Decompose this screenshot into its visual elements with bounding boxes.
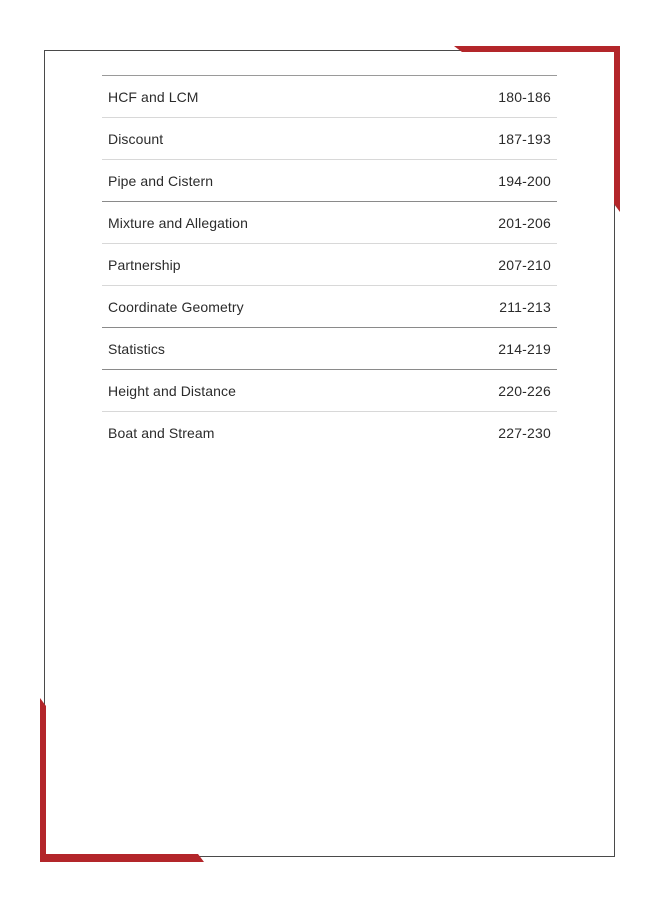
toc-pages: 214-219 (498, 340, 551, 357)
toc-pages: 211-213 (499, 298, 551, 315)
bottom-left-corner-accent (38, 696, 208, 864)
toc-row (102, 202, 557, 244)
toc-row (102, 328, 557, 370)
bottom-left-accent-shape (40, 698, 204, 862)
toc-pages: 194-200 (498, 172, 551, 189)
toc-pages: 187-193 (498, 130, 551, 147)
toc-pages: 180-186 (498, 88, 551, 105)
toc-row (102, 244, 557, 286)
table-of-contents (102, 75, 557, 454)
toc-row (102, 370, 557, 412)
toc-row (102, 160, 557, 202)
toc-title: Pipe and Cistern (108, 172, 214, 189)
toc-row (102, 76, 557, 118)
toc-pages: 227-230 (498, 425, 551, 441)
toc-title: Coordinate Geometry (108, 298, 244, 315)
toc-pages: 207-210 (498, 256, 551, 273)
toc-title: Boat and Stream (108, 425, 215, 441)
toc-row (102, 118, 557, 160)
toc-pages: 201-206 (498, 214, 551, 231)
toc-pages: 220-226 (498, 382, 551, 399)
toc-title: Statistics (108, 340, 166, 357)
toc-row (102, 286, 557, 328)
toc-title: Discount (108, 130, 164, 147)
toc-title: Partnership (108, 256, 181, 273)
toc-title: Mixture and Allegation (108, 214, 248, 231)
toc-row (102, 412, 557, 454)
toc-title: Height and Distance (108, 382, 236, 399)
toc-title: HCF and LCM (108, 88, 199, 105)
